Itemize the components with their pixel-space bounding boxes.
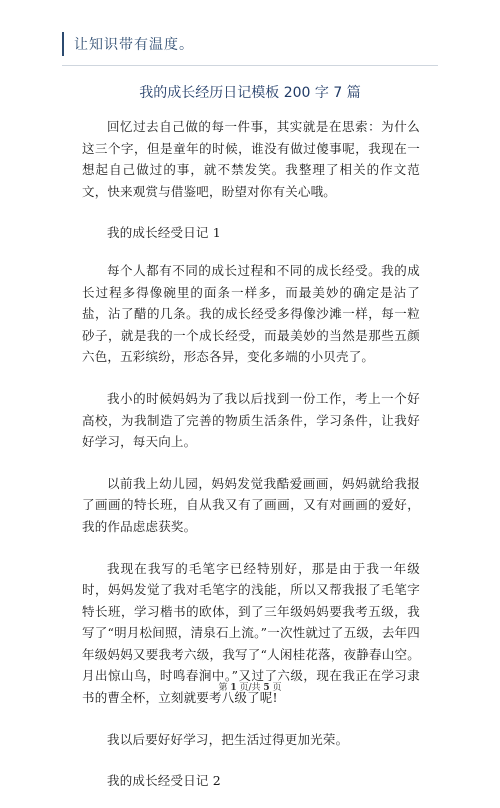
body-paragraph: 我小的时候妈妈为了我以后找到一份工作，考上一个好高校，为我制造了完善的物质生活条件，学习条件，让我好好学习，每天向上。	[82, 390, 420, 450]
page-footer	[0, 680, 500, 693]
page-header	[62, 30, 194, 58]
body-paragraph: 每个人都有不同的成长过程和不同的成长经受。我的成长过程多得像碗里的面条一样多，而最美妙的确定是沾了盐，沾了醋的几条。我的成长经受多得像沙滩一样，每一粒砂子，就是我的一个成长经受，而最美妙的当然是那些五颜六色，五彩缤纷，形态各异，变化多端的小贝壳了。	[82, 262, 420, 365]
current-page-number: 1	[230, 683, 237, 693]
document-body	[82, 116, 420, 808]
document-title: 我的成长经历日记模板 200 字 7 篇	[139, 85, 361, 101]
header-slogan: 让知识带有温度。	[74, 37, 194, 53]
section-heading: 我的成长经受日记 1	[107, 225, 221, 241]
total-page-number: 5	[263, 683, 270, 693]
intro-paragraph: 回忆过去自己做的每一件事，其实就是在思索：为什么这三个字，但是童年的时候，谁没有做过傻事呢，我现在一想起自己做过的事，就不禁发笑。我整理了相关的作文范文，快来观赏与借鉴吧，盼望对你有关心哦。	[82, 119, 420, 199]
footer-suffix: 页	[272, 683, 282, 693]
body-paragraph: 我以后要好好学习，把生活过得更加光荣。	[107, 731, 349, 747]
header-accent-bar	[62, 32, 64, 56]
body-paragraph: 我现在我写的毛笔字已经特别好，那是由于我一年级时，妈妈发觉了我对毛笔字的浅能，所以又帮我报了毛笔字特长班，学习楷书的欧体，到了三年级妈妈要我考五级，我写了“明月松间照，清泉石上流。”一次性就过了五级，去年四年级妈妈又要我考六级，我写了“人闲桂花落，夜静春山空。月出惊山鸟，时鸣春涧中。”又过了六级，现在我正在学习隶书的曹全杯，立刻就要考八级了呢!	[82, 560, 420, 706]
footer-middle: 页/共	[239, 683, 261, 693]
footer-prefix: 第	[218, 683, 228, 693]
body-paragraph: 以前我上幼儿园，妈妈发觉我酷爱画画，妈妈就给我报了画画的特长班，自从我又有了画画，又有对画画的爱好，我的作品虑虑获奖。	[82, 475, 420, 534]
section-heading: 我的成长经受日记 2	[107, 773, 221, 789]
header-divider	[62, 65, 438, 66]
